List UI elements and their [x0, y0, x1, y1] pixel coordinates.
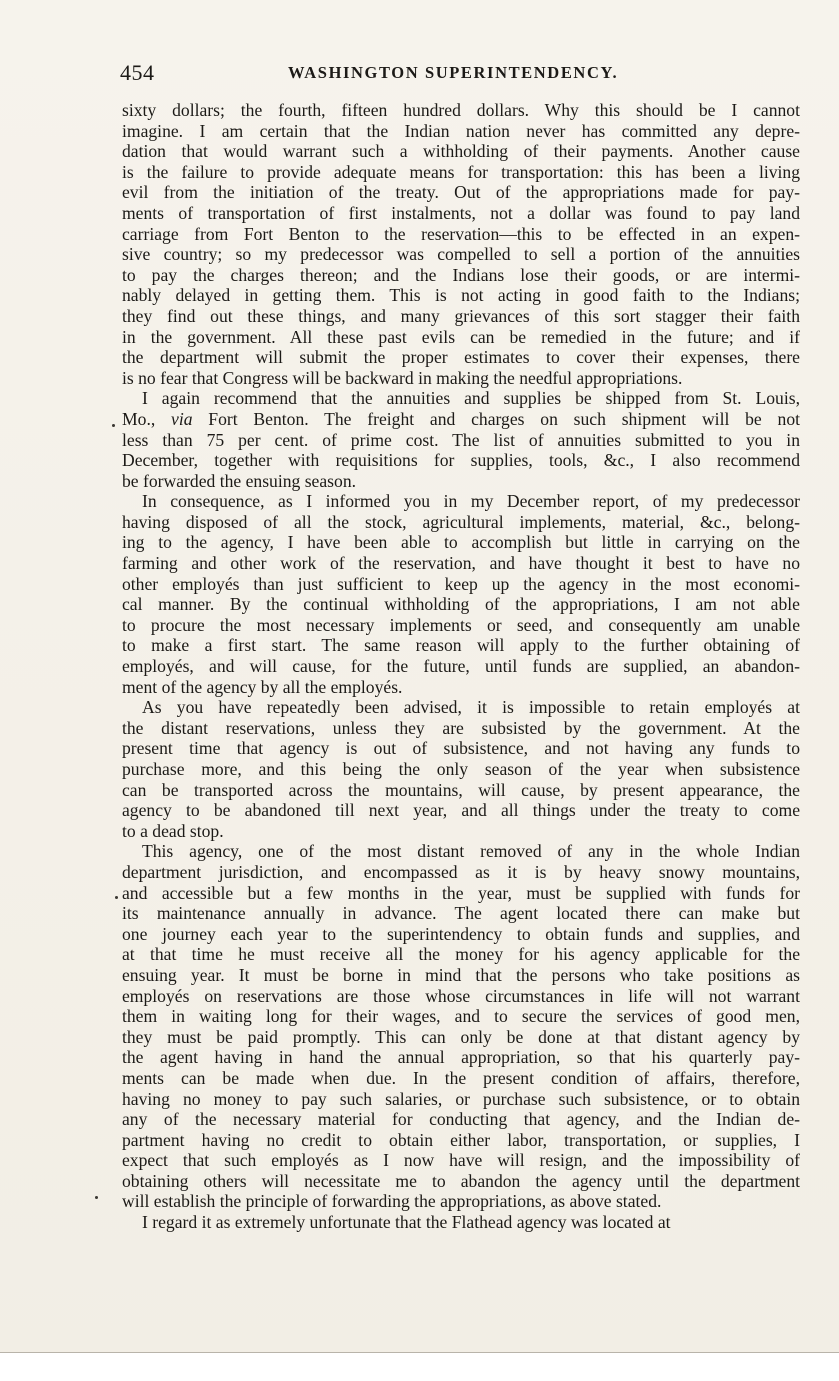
text-line: any of the necessary material for conducting that agency, and the Indian de- — [122, 1109, 800, 1130]
text-line: one journey each year to the superintendency to obtain funds and supplies, and — [122, 923, 800, 944]
page-number: 454 — [120, 60, 155, 85]
text-line: is no fear that Congress will be backward in making the needful appropriations. — [122, 367, 683, 388]
text-line: department jurisdiction, and encompassed as it is by heavy snowy mountains, — [122, 861, 800, 882]
text-line: ensuing year. It must be borne in mind that the persons who take positions as — [122, 964, 800, 985]
text-line: As you have repeatedly been advised, it is impossible to retain employés at — [142, 697, 800, 718]
text-line: can be transported across the mountains, will cause, by present appearance, the — [122, 779, 800, 800]
text-line: sive country; so my predecessor was compelled to sell a portion of the annuities — [122, 244, 800, 265]
text-line: obtaining others will necessitate me to abandon the agency until the department — [122, 1170, 800, 1191]
running-head: WASHINGTON SUPERINTENDENCY. — [288, 63, 619, 82]
text-line: purchase more, and this being the only season of the year when subsistence — [122, 759, 800, 779]
text-line: the distant reservations, unless they are subsisted by the government. At the — [122, 717, 800, 738]
text-line: I regard it as extremely unfortunate that the Flathead agency was located at — [142, 1212, 671, 1233]
text-line: imagine. I am certain that the Indian nation never has committed any depre- — [122, 120, 800, 141]
text-line: is the failure to provide adequate means for transportation: this has been a living — [122, 161, 800, 182]
text-line: agency to be abandoned till next year, and all things under the treaty to come — [122, 800, 800, 821]
text-line: ments of transportation of first instalments, not a dollar was found to pay land — [122, 202, 800, 223]
text-line: them in waiting long for their wages, and to secure the services of good men, — [122, 1006, 800, 1027]
paragraph — [122, 388, 800, 491]
paragraph — [122, 1212, 800, 1233]
text-line: will establish the principle of forwarding the appropriations, as above stated. — [122, 1191, 662, 1212]
page-bottom-edge — [0, 1352, 839, 1381]
text-line: farming and other work of the reservation, and have thought it best to have no — [122, 553, 800, 574]
text-line: carriage from Fort Benton to the reservation—this to be effected in an expen- — [122, 223, 800, 244]
paragraph — [122, 841, 800, 1212]
text-line: in the government. All these past evils can be remedied in the future; and if — [122, 326, 800, 347]
text-line: December, together with requisitions for supplies, tools, &c., I also recommend — [122, 450, 800, 471]
text-line: they must be paid promptly. This can only be done at that distant agency by — [122, 1026, 800, 1047]
text-line: having no money to pay such salaries, or purchase such subsistence, or to obtain — [122, 1088, 800, 1109]
paragraph — [122, 100, 800, 388]
text-line: and accessible but a few months in the year, must be supplied with funds for — [122, 882, 800, 903]
text-line: at that time he must receive all the money for his agency applicable for the — [122, 944, 800, 965]
text-line: ing to the agency, I have been able to accomplish but little in carrying on the — [122, 532, 800, 553]
text-line: to procure the most necessary implements or seed, and consequently am unable — [122, 614, 800, 635]
text-line: other employés than just sufficient to keep up the agency in the most economi- — [122, 573, 800, 594]
text-line: to pay the charges thereon; and the Indians lose their goods, or are intermi- — [122, 264, 800, 285]
text-line: evil from the initiation of the treaty. Out of the appropriations made for pay- — [122, 182, 800, 203]
stray-ink-mark — [112, 424, 115, 427]
text-line: dation that would warrant such a withholding of their payments. Another cause — [122, 141, 800, 162]
text-line: Mo., via Fort Benton. The freight and charges on such shipment will be not — [122, 408, 800, 429]
italic-word: via — [171, 408, 193, 429]
text-line: its maintenance annually in advance. The agent located there can make but — [122, 903, 800, 924]
text-line: cal manner. By the continual withholding of the appropriations, I am not able — [122, 594, 800, 615]
text-line: to a dead stop. — [122, 820, 224, 841]
text-line: nably delayed in getting them. This is not acting in good faith to the Indians; — [122, 285, 800, 306]
text-line: they find out these things, and many grievances of this sort stagger their faith — [122, 305, 800, 326]
text-line: having disposed of all the stock, agricultural implements, material, &c., belong- — [122, 511, 800, 532]
stray-ink-mark — [95, 1196, 98, 1199]
text-line: partment having no credit to obtain either labor, transportation, or supplies, I — [122, 1129, 800, 1150]
text-line: expect that such employés as I now have will resign, and the impossibility of — [122, 1150, 800, 1171]
text-line: to make a first start. The same reason will apply to the further obtaining of — [122, 635, 800, 656]
paragraph — [122, 491, 800, 697]
stray-ink-mark — [115, 896, 118, 899]
text-line: ment of the agency by all the employés. — [122, 676, 403, 697]
text-line: the agent having in hand the annual appropriation, so that his quarterly pay- — [122, 1047, 800, 1068]
text-line: In consequence, as I informed you in my December report, of my predecessor — [142, 491, 800, 512]
paragraph-container — [122, 100, 800, 1233]
text-line: less than 75 per cent. of prime cost. The list of annuities submitted to you in — [122, 429, 800, 450]
text-line: be forwarded the ensuing season. — [122, 470, 357, 491]
text-line: present time that agency is out of subsistence, and not having any funds to — [122, 738, 800, 759]
text-line: This agency, one of the most distant removed of any in the whole Indian — [142, 841, 800, 862]
text-line: sixty dollars; the fourth, fifteen hundred dollars. Why this should be I cannot — [122, 100, 800, 120]
text-line: employés on reservations are those whose circumstances in life will not warrant — [122, 985, 800, 1006]
text-line: employés, and will cause, for the future, until funds are supplied, an abandon- — [122, 656, 800, 677]
text-line: I again recommend that the annuities and supplies be shipped from St. Louis, — [142, 388, 800, 409]
text-line: the department will submit the proper estimates to cover their expenses, there — [122, 347, 800, 368]
body-text — [122, 100, 800, 1233]
text-line: ments can be made when due. In the present condition of affairs, therefore, — [122, 1067, 800, 1088]
page-header — [120, 60, 798, 86]
paragraph — [122, 697, 800, 841]
